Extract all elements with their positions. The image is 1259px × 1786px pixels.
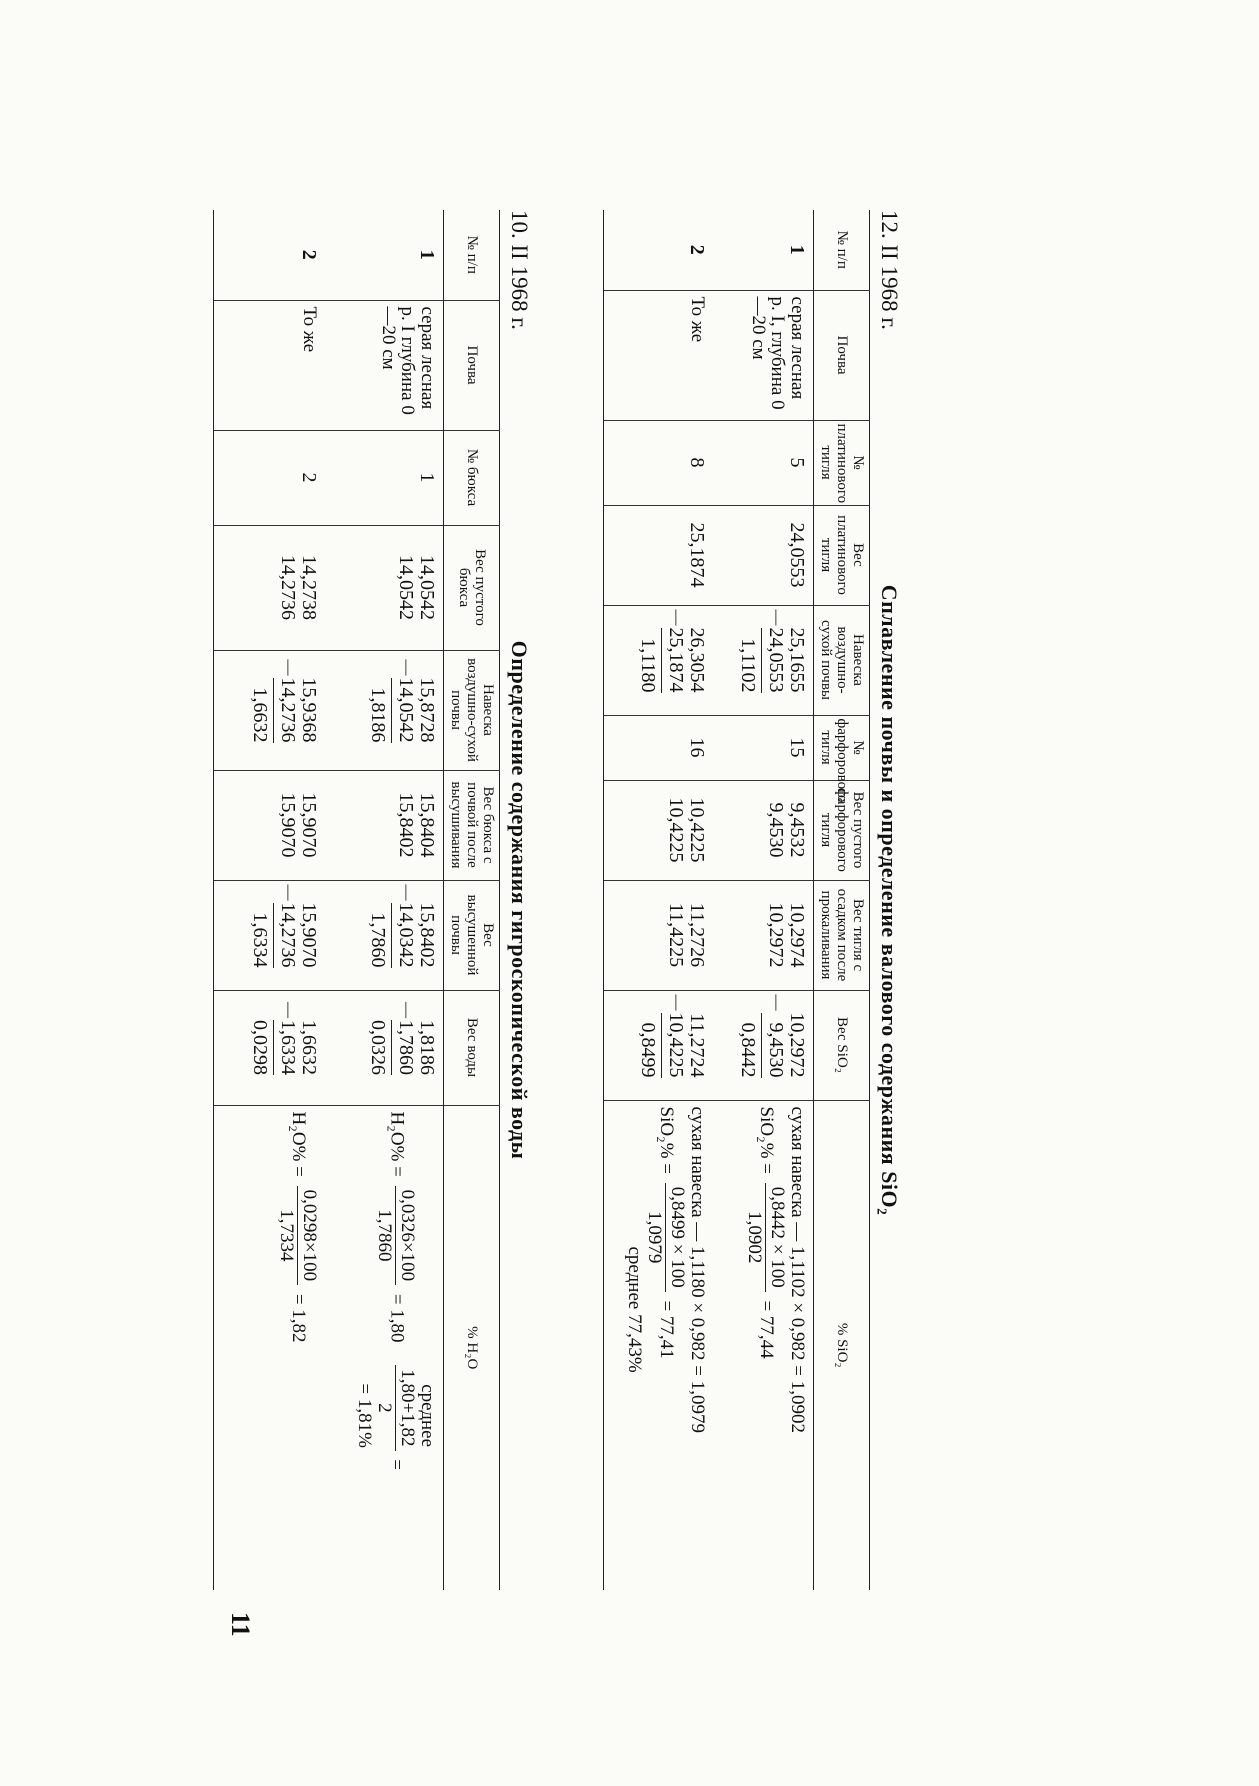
col-empty-box: Вес пустого бюкса [443, 525, 499, 650]
h2o-formula: H₂O% = 0,0298×100 1,7334 = 1,82 [213, 1105, 325, 1590]
table-row [603, 210, 713, 1590]
section-date: 12. II 1968 г. [877, 210, 902, 330]
sample-weight: 15,9368 — 14,2736 1,6632 [213, 650, 325, 770]
box-number: 1 [325, 430, 443, 525]
col-soil: Почва [443, 300, 499, 430]
dried-soil-weight: 15,9070 — 14,2736 1,6334 [213, 880, 325, 990]
box-number: 2 [213, 430, 325, 525]
col-after-calcination: Вес тигля с осадком после прокаливания [813, 880, 869, 990]
col-platinum-weight: Вес платинового тигля [813, 505, 869, 605]
col-after-drying: Вес бюкса с почвой после высушивания [443, 770, 499, 880]
row-num: 2 [213, 210, 325, 300]
box-after-drying: 15,8404 15,8402 [325, 770, 443, 880]
col-sample: Навеска воздушно-сухой почвы [443, 650, 499, 770]
hygroscopic-water-table [213, 210, 500, 1590]
platinum-crucible-number: 5 [713, 420, 813, 505]
col-water: Вес воды [443, 990, 499, 1105]
header-row [813, 210, 869, 1590]
dried-soil-weight: 15,8402 — 14,0342 1,7860 [325, 880, 443, 990]
sio2-formula: сухая навеска — 1,1180 × 0,982 = 1,0979 SiO₂% = 0,8499 × 100 1,0979 = 77,41 среднее 77,43% [603, 1100, 713, 1590]
soil-name: То же [603, 290, 713, 420]
col-percent-sio2: % SiO₂ [813, 1100, 869, 1590]
soil-name: серая лесная р. I глубина 0—20 см [325, 300, 443, 430]
col-porcelain-crucible: № фарфорового тигля [813, 715, 869, 780]
platinum-crucible-weight: 25,1874 [603, 505, 713, 605]
col-porcelain-weight: Вес пустого фарфорового тигля [813, 780, 869, 880]
section-title: Определение содержания гигроскопической воды [507, 640, 532, 1160]
col-dried-soil: Вес высушенной почвы [443, 880, 499, 990]
porcelain-crucible-weight: 10,4225 10,4225 [603, 780, 713, 880]
page-number: 11 [226, 1612, 255, 1637]
porcelain-crucible-number: 16 [603, 715, 713, 780]
sample-weight: 26,3054 — 25,1874 1,1180 [603, 605, 713, 715]
water-weight: 1,6632 — 1,6334 0,0298 [213, 990, 325, 1105]
average-sio2: среднее 77,43% [624, 1246, 646, 1373]
dry-sample-line: сухая навеска — 1,1180 × 0,982 = 1,0979 [687, 1106, 709, 1434]
table-row [325, 210, 443, 1590]
col-num: № п/п [443, 210, 499, 300]
col-platinum-crucible: № платинового тигля [813, 420, 869, 505]
section-header [870, 210, 914, 1590]
empty-box-weight: 14,2738 14,2736 [213, 525, 325, 650]
platinum-crucible-weight: 24,0553 [713, 505, 813, 605]
water-weight: 1,8186 — 1,7860 0,0326 [325, 990, 443, 1105]
col-percent-h2o: % H₂O [443, 1105, 499, 1590]
porcelain-crucible-weight: 9,4532 9,4530 [713, 780, 813, 880]
sio2-weight: 10,2972 — 9,4530 0,8442 [713, 990, 813, 1100]
soil-name: То же [213, 300, 325, 430]
dry-sample-line: сухая навеска — 1,1102 × 0,982 = 1,0902 [786, 1106, 808, 1434]
section-date: 10. II 1968 г. [507, 210, 532, 330]
row-num: 1 [785, 244, 808, 255]
col-soil: Почва [813, 290, 869, 420]
table-row [713, 210, 813, 1590]
table-row [213, 210, 325, 1590]
header-row [443, 210, 499, 1590]
section-sio2-fusion [603, 210, 914, 1590]
platinum-crucible-number: 8 [603, 420, 713, 505]
section-hygroscopic-water [213, 210, 544, 1590]
col-sio2-weight: Вес SiO₂ [813, 990, 869, 1100]
sio2-formula: сухая навеска — 1,1102 × 0,982 = 1,0902 SiO₂% = 0,8442 × 100 1,0902 = 77,44 [713, 1100, 813, 1590]
section-title: Сплавление почвы и определение валового содержания SiO₂ [877, 584, 902, 1216]
sample-weight: 15,8728 — 14,0542 1,8186 [325, 650, 443, 770]
row-num: 1 [415, 249, 438, 260]
h2o-formula: H₂O% = 0,0326×100 1,7860 = 1,80 среднее 1,80+1,82 2 = = 1,81% [325, 1105, 443, 1590]
col-sample: Навеска воздушно-сухой почвы [813, 605, 869, 715]
average-h2o: среднее 1,80+1,82 2 = = 1,81% [354, 1361, 437, 1470]
section-header [500, 210, 544, 1590]
porcelain-crucible-number: 15 [713, 715, 813, 780]
col-num: № п/п [813, 210, 869, 290]
crucible-after-calcination: 11,2726 11,4225 [603, 880, 713, 990]
col-box: № бюкса [443, 430, 499, 525]
empty-box-weight: 14,0542 14,0542 [325, 525, 443, 650]
soil-name: серая лесная р. I, глубина 0—20 см [713, 290, 813, 420]
sio2-weight: 11,2724 — 10,4225 0,8499 [603, 990, 713, 1100]
sample-weight: 25,1655 — 24,0553 1,1102 [713, 605, 813, 715]
box-after-drying: 15,9070 15,9070 [213, 770, 325, 880]
sio2-table [603, 210, 870, 1590]
row-num: 2 [603, 210, 713, 290]
crucible-after-calcination: 10,2974 10,2972 [713, 880, 813, 990]
